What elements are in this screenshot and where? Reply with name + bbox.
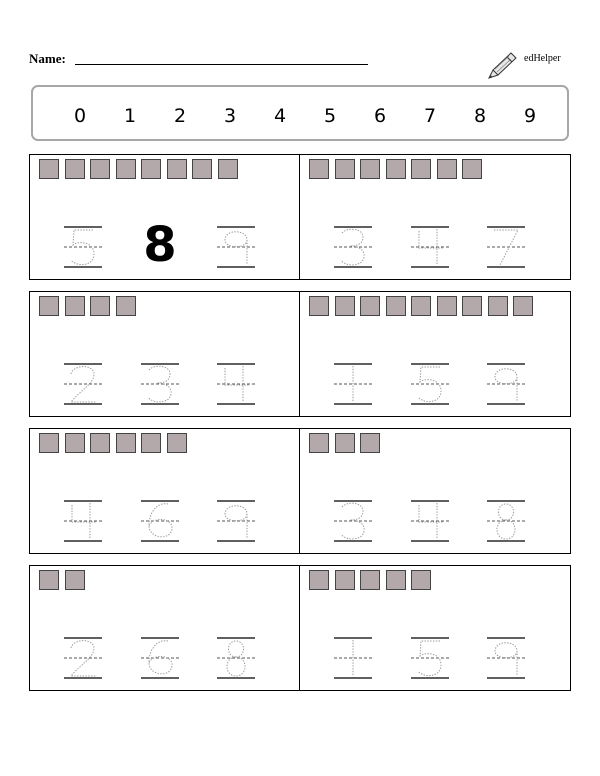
count-square: [218, 159, 238, 179]
trace-digit-5-glyph: [410, 636, 450, 680]
reference-digit-0: 0: [73, 105, 87, 127]
trace-digit-3[interactable]: [333, 499, 373, 543]
trace-digit-5[interactable]: [63, 225, 103, 269]
trace-digit-2-glyph: [63, 362, 103, 406]
count-square: [90, 433, 110, 453]
trace-digit-2[interactable]: [63, 362, 103, 406]
count-square: [192, 159, 212, 179]
trace-digit-4-glyph: [63, 499, 103, 543]
count-square: [462, 296, 482, 316]
trace-digit-7-glyph: [486, 225, 526, 269]
trace-digit-1[interactable]: [333, 362, 373, 406]
count-square: [411, 570, 431, 590]
count-square: [65, 433, 85, 453]
reference-digit-4: 4: [273, 105, 287, 127]
trace-digit-9[interactable]: [216, 225, 256, 269]
trace-digit-8[interactable]: [486, 499, 526, 543]
exercise-grid: [29, 154, 571, 691]
count-square: [65, 570, 85, 590]
trace-digit-9-glyph: [486, 636, 526, 680]
count-square: [360, 159, 380, 179]
trace-digit-8-glyph: [216, 636, 256, 680]
name-write-line[interactable]: [75, 64, 368, 65]
worksheet-header: [0, 0, 600, 80]
reference-digit-7: 7: [423, 105, 437, 127]
trace-digit-9[interactable]: [486, 362, 526, 406]
count-square: [116, 296, 136, 316]
name-label: Name:: [29, 51, 66, 66]
count-square: [167, 159, 187, 179]
trace-digit-9-glyph: [486, 362, 526, 406]
trace-digit-5-glyph: [410, 362, 450, 406]
count-square: [39, 296, 59, 316]
reference-digit-8: 8: [473, 105, 487, 127]
reference-digit-1: 1: [123, 105, 137, 127]
exercise-cell: [29, 291, 301, 417]
exercise-cell: [299, 428, 571, 554]
trace-digit-5[interactable]: [410, 636, 450, 680]
count-square: [411, 296, 431, 316]
trace-digit-6[interactable]: [140, 499, 180, 543]
count-square: [386, 159, 406, 179]
count-square: [65, 159, 85, 179]
reference-digit-5: 5: [323, 105, 337, 127]
exercise-cell: [299, 154, 571, 280]
trace-digit-4-glyph: [216, 362, 256, 406]
trace-digit-3-glyph: [333, 499, 373, 543]
count-square: [335, 296, 355, 316]
reference-digit-9: 9: [523, 105, 537, 127]
trace-digit-4[interactable]: [410, 225, 450, 269]
brand-name: edHelper: [524, 53, 561, 64]
count-square: [335, 570, 355, 590]
count-square: [309, 296, 329, 316]
trace-digit-8-glyph: [486, 499, 526, 543]
count-square: [386, 296, 406, 316]
pencil-icon: [485, 50, 519, 82]
exercise-cell: [29, 565, 301, 691]
count-square: [309, 570, 329, 590]
trace-digit-2[interactable]: [63, 636, 103, 680]
count-square: [335, 433, 355, 453]
count-square: [309, 433, 329, 453]
count-square: [90, 296, 110, 316]
trace-digit-3-glyph: [333, 225, 373, 269]
trace-digit-4[interactable]: [216, 362, 256, 406]
reference-digit-3: 3: [223, 105, 237, 127]
count-square: [360, 433, 380, 453]
count-square: [437, 159, 457, 179]
count-square: [39, 159, 59, 179]
trace-digit-5-glyph: [63, 225, 103, 269]
solid-digit[interactable]: [140, 217, 180, 273]
trace-digit-4[interactable]: [410, 499, 450, 543]
trace-digit-4-glyph: [410, 225, 450, 269]
trace-digit-8[interactable]: [216, 636, 256, 680]
count-square: [141, 159, 161, 179]
count-square: [335, 159, 355, 179]
count-square: [386, 570, 406, 590]
trace-digit-6[interactable]: [140, 636, 180, 680]
trace-digit-3[interactable]: [333, 225, 373, 269]
count-square: [39, 570, 59, 590]
count-square: [462, 159, 482, 179]
trace-digit-2-glyph: [63, 636, 103, 680]
count-square: [116, 159, 136, 179]
reference-digit-2: 2: [173, 105, 187, 127]
count-square: [167, 433, 187, 453]
count-square: [513, 296, 533, 316]
count-square: [65, 296, 85, 316]
count-square: [141, 433, 161, 453]
count-square: [360, 570, 380, 590]
trace-digit-9[interactable]: [216, 499, 256, 543]
count-square: [39, 433, 59, 453]
count-square: [411, 159, 431, 179]
count-square: [116, 433, 136, 453]
trace-digit-9-glyph: [216, 225, 256, 269]
exercise-cell: [299, 565, 571, 691]
trace-digit-1[interactable]: [333, 636, 373, 680]
trace-digit-5[interactable]: [410, 362, 450, 406]
reference-digit-6: 6: [373, 105, 387, 127]
solid-digit-8: 8: [143, 217, 177, 273]
exercise-cell: [29, 154, 301, 280]
count-square: [360, 296, 380, 316]
trace-digit-9-glyph: [216, 499, 256, 543]
exercise-cell: [299, 291, 571, 417]
trace-digit-7[interactable]: [486, 225, 526, 269]
trace-digit-6-glyph: [140, 499, 180, 543]
count-square: [488, 296, 508, 316]
trace-digit-6-glyph: [140, 636, 180, 680]
number-reference-bar: [31, 85, 569, 141]
count-square: [437, 296, 457, 316]
trace-digit-3[interactable]: [140, 362, 180, 406]
count-square: [90, 159, 110, 179]
exercise-cell: [29, 428, 301, 554]
trace-digit-1-glyph: [333, 362, 373, 406]
trace-digit-9[interactable]: [486, 636, 526, 680]
trace-digit-4[interactable]: [63, 499, 103, 543]
trace-digit-1-glyph: [333, 636, 373, 680]
trace-digit-4-glyph: [410, 499, 450, 543]
count-square: [309, 159, 329, 179]
trace-digit-3-glyph: [140, 362, 180, 406]
